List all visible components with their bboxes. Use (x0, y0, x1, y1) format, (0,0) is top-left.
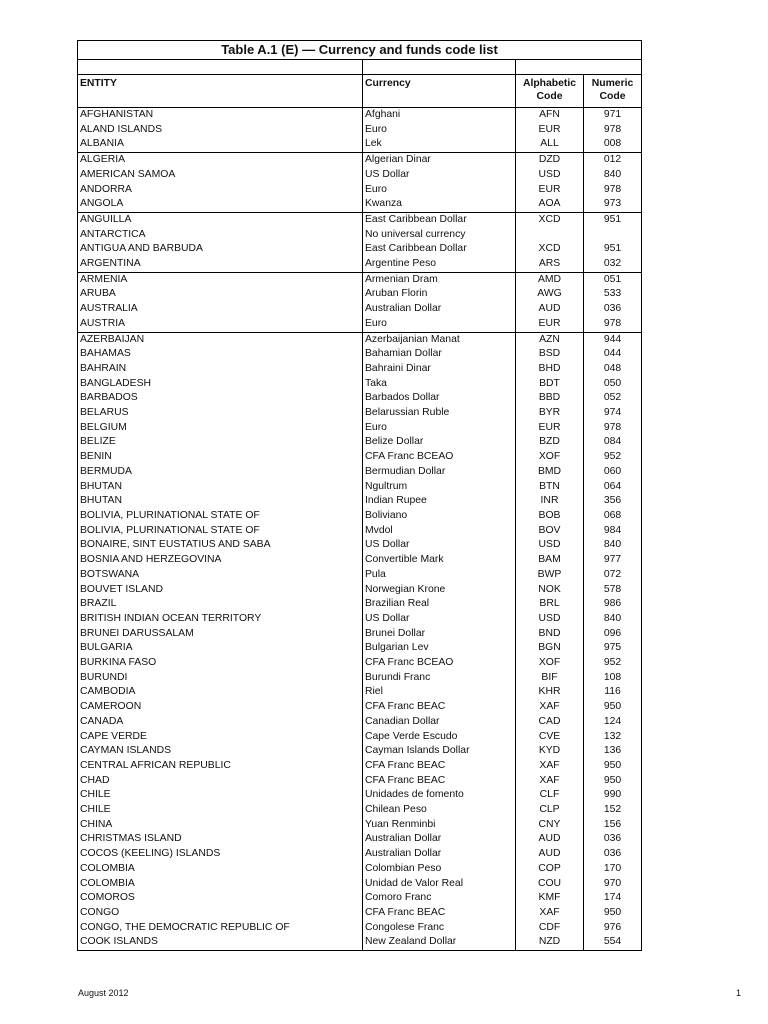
cell-entity: AUSTRIA (78, 317, 363, 332)
cell-entity: CHILE (78, 803, 363, 818)
cell-currency: Mvdol (363, 524, 516, 539)
cell-alphabetic-code: BGN (516, 641, 584, 656)
cell-numeric-code: 036 (584, 847, 642, 862)
cell-numeric-code: 012 (584, 153, 642, 168)
cell-numeric-code: 052 (584, 391, 642, 406)
cell-numeric-code (584, 228, 642, 243)
cell-entity: ARGENTINA (78, 257, 363, 272)
cell-alphabetic-code: BRL (516, 597, 584, 612)
cell-entity: CONGO, THE DEMOCRATIC REPUBLIC OF (78, 921, 363, 936)
cell-entity: ANGUILLA (78, 212, 363, 227)
cell-currency: Congolese Franc (363, 921, 516, 936)
table-row (78, 715, 642, 730)
cell-entity: CAMEROON (78, 700, 363, 715)
cell-numeric-code: 990 (584, 788, 642, 803)
table-body (78, 108, 642, 951)
cell-currency: CFA Franc BCEAO (363, 450, 516, 465)
table-title: Table A.1 (E) — Currency and funds code list (78, 41, 642, 60)
table-row (78, 228, 642, 243)
cell-currency: Cayman Islands Dollar (363, 744, 516, 759)
cell-numeric-code: 840 (584, 168, 642, 183)
cell-entity: COOK ISLANDS (78, 935, 363, 950)
table-row (78, 391, 642, 406)
cell-entity: BOSNIA AND HERZEGOVINA (78, 553, 363, 568)
cell-entity: BOUVET ISLAND (78, 583, 363, 598)
table-row (78, 137, 642, 152)
cell-currency: Euro (363, 183, 516, 198)
cell-alphabetic-code: CLF (516, 788, 584, 803)
cell-alphabetic-code: CVE (516, 730, 584, 745)
cell-currency: Cape Verde Escudo (363, 730, 516, 745)
table-row (78, 108, 642, 123)
cell-numeric-code: 975 (584, 641, 642, 656)
table-row (78, 509, 642, 524)
cell-entity: BAHAMAS (78, 347, 363, 362)
cell-currency: Yuan Renminbi (363, 818, 516, 833)
table-row (78, 568, 642, 583)
cell-numeric-code: 986 (584, 597, 642, 612)
blank-cell (516, 60, 642, 75)
cell-numeric-code: 578 (584, 583, 642, 598)
cell-numeric-code: 044 (584, 347, 642, 362)
table-row (78, 421, 642, 436)
cell-alphabetic-code: BIF (516, 671, 584, 686)
cell-numeric-code: 084 (584, 435, 642, 450)
table-row (78, 465, 642, 480)
table-row (78, 685, 642, 700)
table-row (78, 257, 642, 272)
cell-currency: Afghani (363, 108, 516, 123)
cell-alphabetic-code: KYD (516, 744, 584, 759)
table-row (78, 612, 642, 627)
footer-date: August 2012 (78, 988, 129, 998)
cell-alphabetic-code: USD (516, 538, 584, 553)
cell-currency: Australian Dollar (363, 847, 516, 862)
cell-entity: ANDORRA (78, 183, 363, 198)
cell-currency: Indian Rupee (363, 494, 516, 509)
cell-entity: BRITISH INDIAN OCEAN TERRITORY (78, 612, 363, 627)
cell-entity: AZERBAIJAN (78, 332, 363, 347)
cell-numeric-code: 973 (584, 197, 642, 212)
cell-numeric-code: 971 (584, 108, 642, 123)
footer-page-number: 1 (736, 988, 742, 998)
cell-entity: CHRISTMAS ISLAND (78, 832, 363, 847)
cell-alphabetic-code: CLP (516, 803, 584, 818)
cell-alphabetic-code: EUR (516, 183, 584, 198)
cell-numeric-code: 108 (584, 671, 642, 686)
table-row (78, 377, 642, 392)
cell-alphabetic-code: BOB (516, 509, 584, 524)
cell-entity: BURKINA FASO (78, 656, 363, 671)
cell-numeric-code: 072 (584, 568, 642, 583)
table-row (78, 744, 642, 759)
cell-numeric-code: 116 (584, 685, 642, 700)
cell-currency: Azerbaijanian Manat (363, 332, 516, 347)
cell-currency: US Dollar (363, 168, 516, 183)
cell-entity: BRUNEI DARUSSALAM (78, 627, 363, 642)
cell-alphabetic-code: AWG (516, 287, 584, 302)
cell-currency: CFA Franc BEAC (363, 774, 516, 789)
cell-entity: CAYMAN ISLANDS (78, 744, 363, 759)
table-row (78, 153, 642, 168)
cell-numeric-code: 970 (584, 877, 642, 892)
table-row (78, 450, 642, 465)
cell-entity: BAHRAIN (78, 362, 363, 377)
cell-currency: Euro (363, 123, 516, 138)
cell-alphabetic-code: BAM (516, 553, 584, 568)
cell-alphabetic-code: USD (516, 612, 584, 627)
cell-entity: ANGOLA (78, 197, 363, 212)
cell-alphabetic-code: ALL (516, 137, 584, 152)
cell-currency: Bahraini Dinar (363, 362, 516, 377)
cell-currency: Norwegian Krone (363, 583, 516, 598)
cell-alphabetic-code: AUD (516, 832, 584, 847)
cell-entity: AMERICAN SAMOA (78, 168, 363, 183)
table-row (78, 242, 642, 257)
cell-entity: AUSTRALIA (78, 302, 363, 317)
table-row (78, 347, 642, 362)
cell-currency: Burundi Franc (363, 671, 516, 686)
cell-numeric-code: 356 (584, 494, 642, 509)
cell-entity: ALGERIA (78, 153, 363, 168)
cell-alphabetic-code: EUR (516, 123, 584, 138)
table-row (78, 906, 642, 921)
cell-alphabetic-code: DZD (516, 153, 584, 168)
cell-entity: BRAZIL (78, 597, 363, 612)
cell-numeric-code: 060 (584, 465, 642, 480)
table-row (78, 597, 642, 612)
cell-numeric-code: 032 (584, 257, 642, 272)
cell-numeric-code: 036 (584, 302, 642, 317)
table-row (78, 480, 642, 495)
cell-numeric-code: 951 (584, 212, 642, 227)
cell-numeric-code: 978 (584, 123, 642, 138)
cell-currency: Comoro Franc (363, 891, 516, 906)
cell-numeric-code: 064 (584, 480, 642, 495)
cell-alphabetic-code: CDF (516, 921, 584, 936)
cell-alphabetic-code: AOA (516, 197, 584, 212)
cell-numeric-code: 152 (584, 803, 642, 818)
cell-currency: No universal currency (363, 228, 516, 243)
cell-entity: BONAIRE, SINT EUSTATIUS AND SABA (78, 538, 363, 553)
cell-currency: Canadian Dollar (363, 715, 516, 730)
cell-entity: COLOMBIA (78, 862, 363, 877)
currency-code-table (77, 40, 642, 951)
cell-currency: Kwanza (363, 197, 516, 212)
cell-numeric-code: 951 (584, 242, 642, 257)
cell-alphabetic-code: NOK (516, 583, 584, 598)
table-row (78, 123, 642, 138)
cell-numeric-code: 950 (584, 700, 642, 715)
cell-alphabetic-code: XCD (516, 242, 584, 257)
cell-entity: BELGIUM (78, 421, 363, 436)
cell-alphabetic-code: CNY (516, 818, 584, 833)
cell-currency: Belize Dollar (363, 435, 516, 450)
cell-currency: Australian Dollar (363, 302, 516, 317)
cell-alphabetic-code: BHD (516, 362, 584, 377)
cell-entity: ALAND ISLANDS (78, 123, 363, 138)
table-row (78, 862, 642, 877)
cell-alphabetic-code: COP (516, 862, 584, 877)
cell-numeric-code: 533 (584, 287, 642, 302)
cell-currency: Brunei Dollar (363, 627, 516, 642)
table-row (78, 435, 642, 450)
cell-currency: Aruban Florin (363, 287, 516, 302)
cell-entity: BHUTAN (78, 494, 363, 509)
cell-numeric-code: 977 (584, 553, 642, 568)
cell-alphabetic-code: BZD (516, 435, 584, 450)
cell-currency: Pula (363, 568, 516, 583)
cell-entity: ANTIGUA AND BARBUDA (78, 242, 363, 257)
cell-numeric-code: 840 (584, 538, 642, 553)
blank-cell (363, 60, 516, 75)
table-row (78, 803, 642, 818)
cell-alphabetic-code: USD (516, 168, 584, 183)
table-row (78, 921, 642, 936)
cell-entity: ALBANIA (78, 137, 363, 152)
cell-numeric-code: 978 (584, 183, 642, 198)
cell-numeric-code: 132 (584, 730, 642, 745)
cell-entity: BHUTAN (78, 480, 363, 495)
cell-currency: Unidades de fomento (363, 788, 516, 803)
cell-alphabetic-code: BDT (516, 377, 584, 392)
cell-currency: CFA Franc BCEAO (363, 656, 516, 671)
header-alphabetic-code: Alphabetic Code (516, 75, 584, 108)
cell-currency: Algerian Dinar (363, 153, 516, 168)
cell-alphabetic-code: BMD (516, 465, 584, 480)
cell-entity: CHINA (78, 818, 363, 833)
cell-numeric-code: 952 (584, 450, 642, 465)
cell-alphabetic-code: AUD (516, 302, 584, 317)
cell-alphabetic-code: BND (516, 627, 584, 642)
table-row (78, 538, 642, 553)
cell-currency: Bahamian Dollar (363, 347, 516, 362)
cell-numeric-code: 136 (584, 744, 642, 759)
table-row (78, 332, 642, 347)
cell-entity: CENTRAL AFRICAN REPUBLIC (78, 759, 363, 774)
cell-numeric-code: 050 (584, 377, 642, 392)
cell-alphabetic-code: BWP (516, 568, 584, 583)
cell-entity: BOLIVIA, PLURINATIONAL STATE OF (78, 509, 363, 524)
cell-alphabetic-code: NZD (516, 935, 584, 950)
cell-entity: BURUNDI (78, 671, 363, 686)
cell-currency: East Caribbean Dollar (363, 212, 516, 227)
cell-currency: Unidad de Valor Real (363, 877, 516, 892)
cell-alphabetic-code (516, 228, 584, 243)
table-row (78, 183, 642, 198)
cell-entity: CAMBODIA (78, 685, 363, 700)
cell-entity: BARBADOS (78, 391, 363, 406)
cell-alphabetic-code: INR (516, 494, 584, 509)
cell-currency: Chilean Peso (363, 803, 516, 818)
cell-alphabetic-code: AZN (516, 332, 584, 347)
cell-alphabetic-code: BOV (516, 524, 584, 539)
cell-alphabetic-code: BBD (516, 391, 584, 406)
cell-numeric-code: 950 (584, 906, 642, 921)
cell-entity: BANGLADESH (78, 377, 363, 392)
cell-currency: New Zealand Dollar (363, 935, 516, 950)
cell-alphabetic-code: XOF (516, 450, 584, 465)
cell-currency: East Caribbean Dollar (363, 242, 516, 257)
cell-currency: Boliviano (363, 509, 516, 524)
cell-currency: Euro (363, 421, 516, 436)
cell-entity: ARMENIA (78, 272, 363, 287)
cell-currency: CFA Franc BEAC (363, 906, 516, 921)
table-row (78, 774, 642, 789)
cell-entity: BELIZE (78, 435, 363, 450)
cell-currency: Australian Dollar (363, 832, 516, 847)
cell-currency: Lek (363, 137, 516, 152)
cell-currency: Taka (363, 377, 516, 392)
cell-currency: Colombian Peso (363, 862, 516, 877)
cell-numeric-code: 174 (584, 891, 642, 906)
cell-currency: CFA Franc BEAC (363, 700, 516, 715)
cell-numeric-code: 068 (584, 509, 642, 524)
table-row (78, 362, 642, 377)
cell-numeric-code: 950 (584, 759, 642, 774)
cell-currency: Convertible Mark (363, 553, 516, 568)
cell-alphabetic-code: ARS (516, 257, 584, 272)
cell-entity: CAPE VERDE (78, 730, 363, 745)
cell-entity: CONGO (78, 906, 363, 921)
cell-currency: Belarussian Ruble (363, 406, 516, 421)
cell-alphabetic-code: EUR (516, 421, 584, 436)
cell-numeric-code: 974 (584, 406, 642, 421)
table-row (78, 877, 642, 892)
cell-alphabetic-code: AMD (516, 272, 584, 287)
table-row (78, 641, 642, 656)
cell-numeric-code: 156 (584, 818, 642, 833)
cell-numeric-code: 124 (584, 715, 642, 730)
table-row (78, 627, 642, 642)
cell-currency: Riel (363, 685, 516, 700)
table-row (78, 524, 642, 539)
cell-alphabetic-code: XOF (516, 656, 584, 671)
cell-alphabetic-code: EUR (516, 317, 584, 332)
cell-numeric-code: 984 (584, 524, 642, 539)
cell-numeric-code: 096 (584, 627, 642, 642)
cell-alphabetic-code: KHR (516, 685, 584, 700)
cell-numeric-code: 978 (584, 421, 642, 436)
cell-numeric-code: 048 (584, 362, 642, 377)
cell-alphabetic-code: XAF (516, 774, 584, 789)
cell-alphabetic-code: COU (516, 877, 584, 892)
cell-alphabetic-code: BTN (516, 480, 584, 495)
cell-numeric-code: 944 (584, 332, 642, 347)
header-entity: ENTITY (78, 75, 363, 108)
cell-alphabetic-code: AUD (516, 847, 584, 862)
cell-numeric-code: 978 (584, 317, 642, 332)
cell-numeric-code: 952 (584, 656, 642, 671)
cell-currency: Barbados Dollar (363, 391, 516, 406)
cell-alphabetic-code: AFN (516, 108, 584, 123)
cell-currency: Ngultrum (363, 480, 516, 495)
cell-alphabetic-code: BSD (516, 347, 584, 362)
cell-entity: ANTARCTICA (78, 228, 363, 243)
cell-entity: BOLIVIA, PLURINATIONAL STATE OF (78, 524, 363, 539)
cell-currency: CFA Franc BEAC (363, 759, 516, 774)
cell-entity: BERMUDA (78, 465, 363, 480)
cell-numeric-code: 170 (584, 862, 642, 877)
table-row (78, 656, 642, 671)
cell-alphabetic-code: XAF (516, 700, 584, 715)
table-row (78, 891, 642, 906)
currency-code-table-sheet (77, 40, 641, 951)
table-row (78, 935, 642, 950)
cell-entity: COLOMBIA (78, 877, 363, 892)
table-row (78, 788, 642, 803)
table-row (78, 700, 642, 715)
table-row (78, 818, 642, 833)
cell-alphabetic-code: XCD (516, 212, 584, 227)
cell-currency: Euro (363, 317, 516, 332)
cell-entity: CHAD (78, 774, 363, 789)
cell-alphabetic-code: CAD (516, 715, 584, 730)
table-row (78, 759, 642, 774)
table-row (78, 730, 642, 745)
cell-entity: ARUBA (78, 287, 363, 302)
cell-numeric-code: 008 (584, 137, 642, 152)
cell-entity: COCOS (KEELING) ISLANDS (78, 847, 363, 862)
table-row (78, 671, 642, 686)
table-row (78, 406, 642, 421)
table-row (78, 832, 642, 847)
table-row (78, 847, 642, 862)
cell-currency: US Dollar (363, 612, 516, 627)
table-row (78, 212, 642, 227)
cell-currency: US Dollar (363, 538, 516, 553)
header-currency: Currency (363, 75, 516, 108)
cell-entity: COMOROS (78, 891, 363, 906)
table-row (78, 302, 642, 317)
cell-entity: AFGHANISTAN (78, 108, 363, 123)
cell-numeric-code: 036 (584, 832, 642, 847)
table-row (78, 272, 642, 287)
table-row (78, 197, 642, 212)
cell-currency: Argentine Peso (363, 257, 516, 272)
cell-currency: Armenian Dram (363, 272, 516, 287)
cell-numeric-code: 840 (584, 612, 642, 627)
cell-alphabetic-code: XAF (516, 759, 584, 774)
cell-entity: CANADA (78, 715, 363, 730)
cell-numeric-code: 051 (584, 272, 642, 287)
cell-numeric-code: 976 (584, 921, 642, 936)
cell-entity: BOTSWANA (78, 568, 363, 583)
header-numeric-code: Numeric Code (584, 75, 642, 108)
blank-cell (78, 60, 363, 75)
table-row (78, 553, 642, 568)
table-row (78, 494, 642, 509)
table-row (78, 287, 642, 302)
cell-numeric-code: 950 (584, 774, 642, 789)
cell-currency: Brazilian Real (363, 597, 516, 612)
table-row (78, 583, 642, 598)
cell-entity: BELARUS (78, 406, 363, 421)
cell-entity: BENIN (78, 450, 363, 465)
cell-alphabetic-code: KMF (516, 891, 584, 906)
cell-entity: CHILE (78, 788, 363, 803)
table-row (78, 168, 642, 183)
cell-currency: Bermudian Dollar (363, 465, 516, 480)
cell-numeric-code: 554 (584, 935, 642, 950)
table-row (78, 317, 642, 332)
cell-alphabetic-code: XAF (516, 906, 584, 921)
cell-alphabetic-code: BYR (516, 406, 584, 421)
cell-entity: BULGARIA (78, 641, 363, 656)
cell-currency: Bulgarian Lev (363, 641, 516, 656)
